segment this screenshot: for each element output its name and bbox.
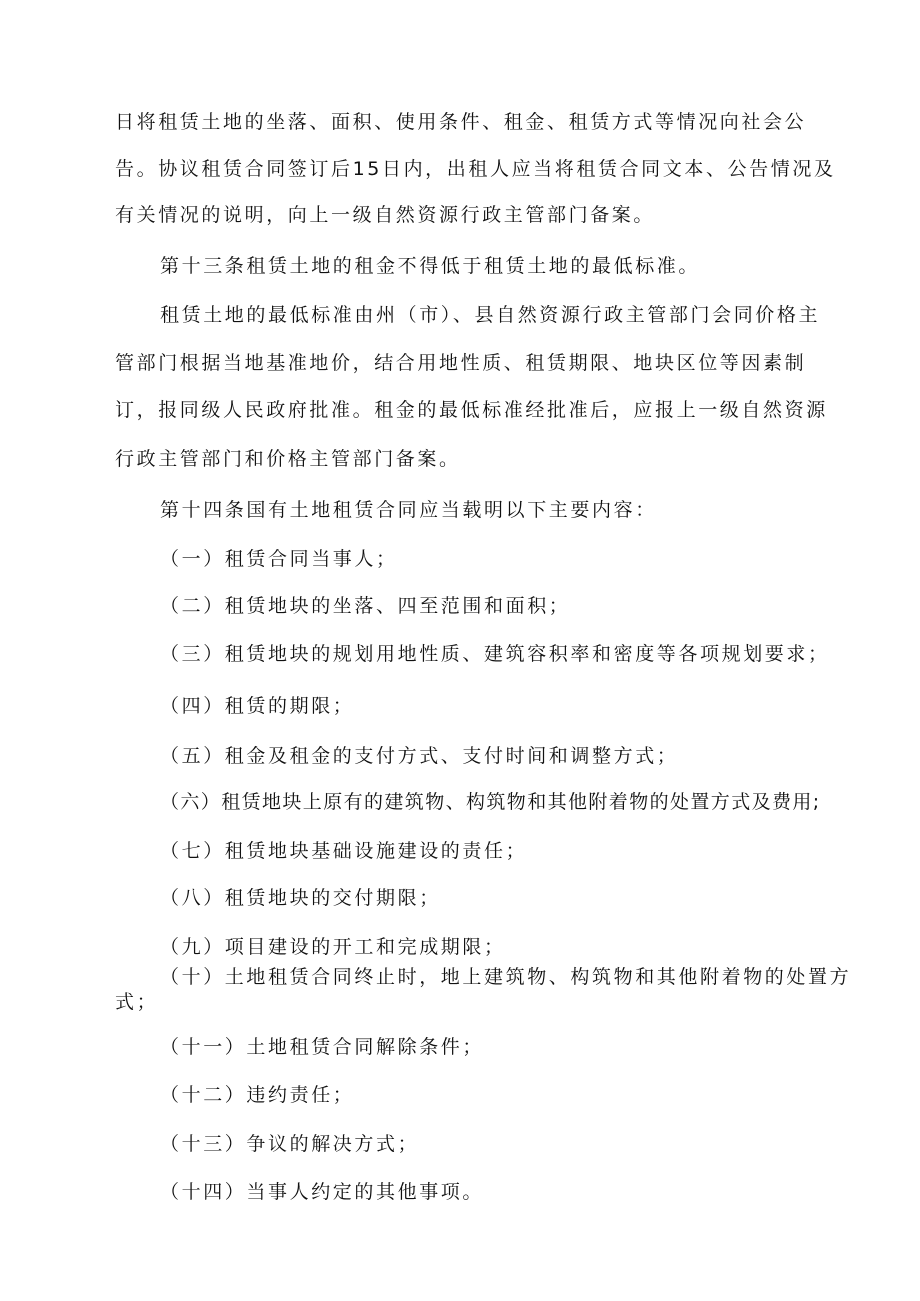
list-item: （五）租金及租金的支付方式、支付时间和调整方式；	[160, 745, 679, 767]
list-item: （十一）土地租赁合同解除条件；	[160, 1036, 485, 1058]
list-item: （十二）违约责任；	[160, 1084, 355, 1106]
article-13: 第十三条租赁土地的租金不得低于租赁土地的最低标准。	[160, 255, 701, 277]
text-line: 式；	[115, 991, 159, 1013]
list-item: （九）项目建设的开工和完成期限；	[160, 936, 506, 958]
list-item: （七）租赁地块基础设施建设的责任；	[160, 840, 528, 862]
list-item: （八）租赁地块的交付期限；	[160, 887, 441, 909]
article-14: 第十四条国有土地租赁合同应当载明以下主要内容：	[160, 499, 657, 521]
list-item: （一）租赁合同当事人；	[160, 548, 398, 570]
list-item: （十三）争议的解决方式；	[160, 1133, 420, 1155]
list-item: （三）租赁地块的规划用地性质、建筑容积率和密度等各项规划要求；	[160, 643, 830, 665]
list-item: （二）租赁地块的坐落、四至范围和面积；	[160, 595, 571, 617]
list-item: （十）土地租赁合同终止时，地上建筑物、构筑物和其他附着物的处置方	[160, 966, 852, 988]
text-line: 行政主管部门和价格主管部门备案。	[115, 448, 461, 470]
list-item: （四）租赁的期限；	[160, 695, 355, 717]
text-line: 租赁土地的最低标准由州（市）、县自然资源行政主管部门会同价格主	[160, 304, 821, 326]
text-line: 日将租赁土地的坐落、面积、使用条件、租金、租赁方式等情况向社会公	[115, 111, 807, 133]
text-line: 订，报同级人民政府批准。租金的最低标准经批准后，应报上一级自然资源	[115, 399, 828, 421]
text-line: 管部门根据当地基准地价，结合用地性质、租赁期限、地块区位等因素制	[115, 352, 807, 374]
list-item: （六）租赁地块上原有的建筑物、构筑物和其他附着物的处置方式及费用;	[160, 791, 821, 813]
list-item: （十四）当事人约定的其他事项。	[160, 1181, 485, 1203]
text-line: 告。协议租赁合同签订后15日内，出租人应当将租赁合同文本、公告情况及	[115, 158, 836, 180]
text-line: 有关情况的说明，向上一级自然资源行政主管部门备案。	[115, 204, 656, 226]
